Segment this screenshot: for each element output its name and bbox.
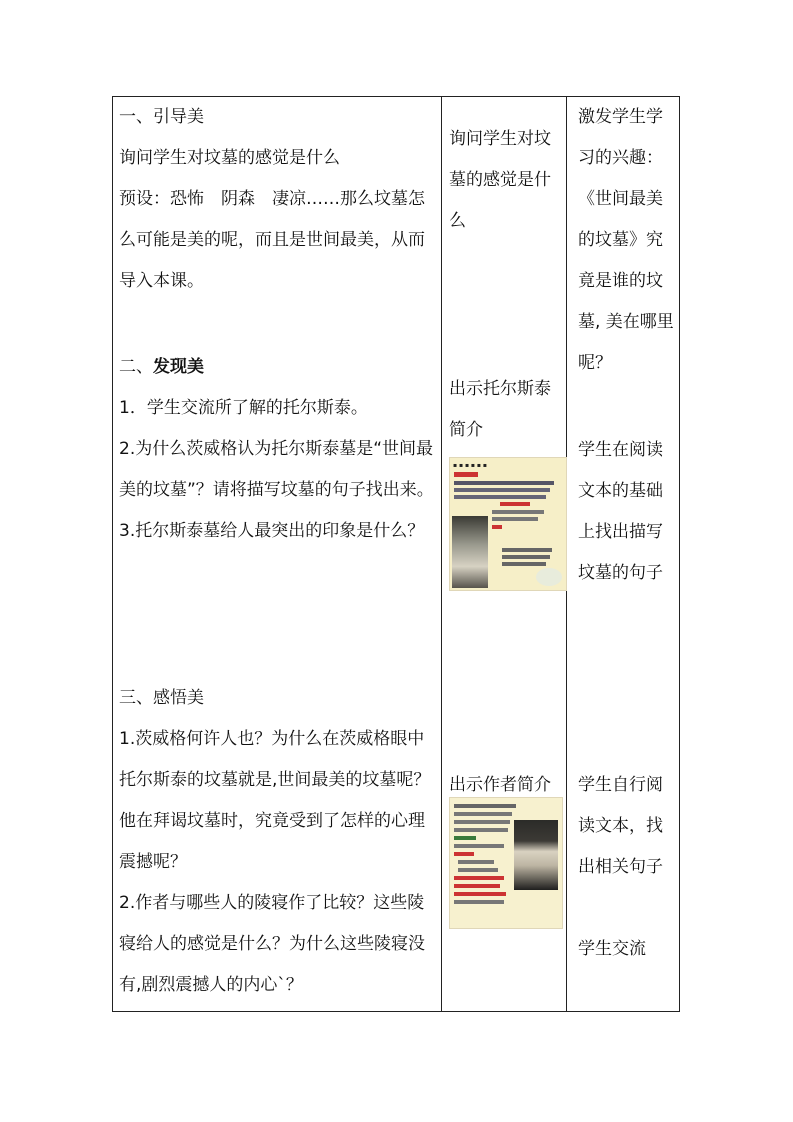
list-item: 3.托尔斯泰墓给人最突出的印象是什么？ xyxy=(119,521,425,541)
tolstoy-portrait xyxy=(452,516,488,588)
list-item: 2.作者与哪些人的陵寝作了比较？这些陵寝给人的感觉是什么？为什么这些陵寝没有,剧烈震撼人的内心`？ xyxy=(119,893,425,995)
content-column xyxy=(113,97,441,1011)
intent-text: 学生在阅读文本的基础上找出描写坟墓的句子 xyxy=(578,440,663,583)
teacher-activity: 出示托尔斯泰简介 xyxy=(449,379,551,440)
intent-text: 学生交流 xyxy=(578,939,646,959)
author-intro-slide-thumbnail xyxy=(449,797,563,929)
intent-text: 激发学生学习的兴趣：《世间最美的坟墓》究竟是谁的坟墓, 美在哪里呢？ xyxy=(578,107,674,373)
section-title-guide: 一、引导美 xyxy=(119,107,204,127)
tolstoy-intro-slide-thumbnail: ▪ ▪ ▪ ▪ ▪ ▪ xyxy=(449,457,567,591)
teacher-activity: 出示作者简介 xyxy=(449,775,551,795)
zweig-portrait xyxy=(514,820,558,890)
intent-column xyxy=(567,97,680,1011)
paragraph: 预设：恐怖 阴森 凄凉……那么坟墓怎么可能是美的呢，而且是世间最美，从而导入本课。 xyxy=(119,189,425,291)
teacher-activity: 询问学生对坟墓的感觉是什么 xyxy=(449,129,551,231)
list-item: 2.为什么茨威格认为托尔斯泰墓是“世间最美的坟墓”？请将描写坟墓的句子找出来。 xyxy=(119,439,434,500)
list-item: 1．学生交流所了解的托尔斯泰。 xyxy=(119,398,368,418)
section-title-perceive: 三、感悟美 xyxy=(119,688,204,708)
section-title-discover: 二、发现美 xyxy=(119,357,204,377)
paragraph: 询问学生对坟墓的感觉是什么 xyxy=(119,148,340,168)
list-item: 1.茨威格何许人也？为什么在茨威格眼中托尔斯泰的坟墓就是,世间最美的坟墓呢？他在拜谒坟墓时，究竟受到了怎样的心理震撼呢？ xyxy=(119,729,431,872)
intent-text: 学生自行阅读文本，找出相关句子 xyxy=(578,775,663,877)
teacher-column xyxy=(442,97,566,1011)
lesson-table xyxy=(112,96,680,1012)
